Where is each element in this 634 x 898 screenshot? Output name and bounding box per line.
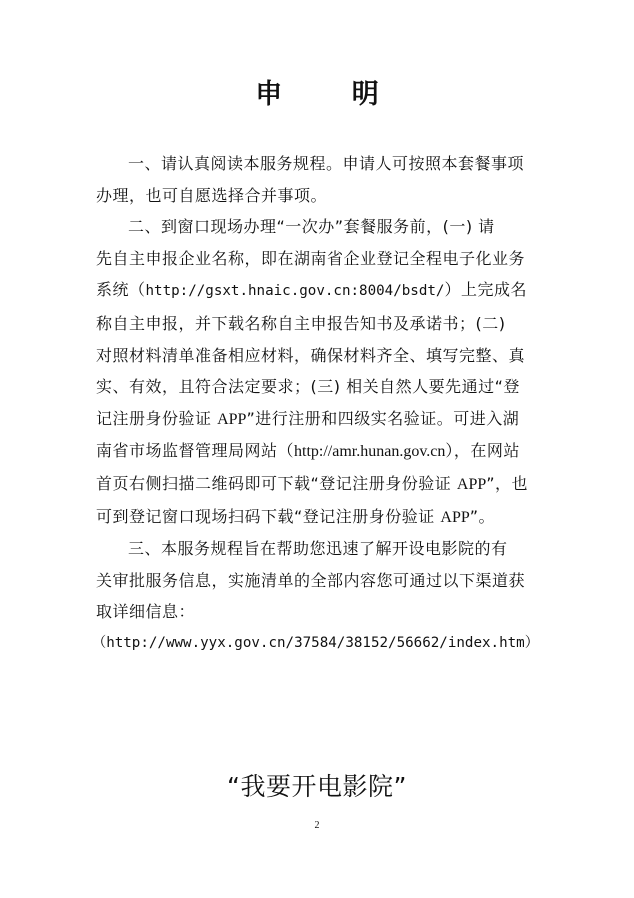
text-segment: 可到登记窗口现场扫码下载“登记注册身份验证 [96, 506, 441, 526]
system-url-link: http://gsxt.hnaic.gov.cn:8004/bsdt/ [145, 283, 445, 300]
paragraph-line: 办理，也可自愿选择合并事项。 [96, 185, 328, 205]
paragraph-line: 实、有效，且符合法定要求；(三) 相关自然人要先通过“登 [96, 377, 520, 397]
text-segment: 首页右侧扫描二维码即可下载“登记注册身份验证 [96, 473, 457, 493]
paragraph-1 [96, 148, 548, 211]
paragraph-line [96, 274, 548, 308]
paragraph-line: 对照材料清单准备相应材料，确保材料齐全、填写完整、真 [96, 345, 526, 365]
paragraph-line [96, 435, 548, 468]
text-segment: ”进行注册和四级实名验证。可进入湖 [246, 408, 520, 428]
paragraph-line: 取详细信息： [96, 602, 196, 622]
text-segment: ）上完成名 [444, 280, 527, 300]
paragraph-line: 三、本服务规程旨在帮助您迅速了解开设电影院的有 [128, 539, 508, 559]
app-label: APP [217, 410, 247, 428]
page-title: 申 明 [255, 79, 409, 110]
page-number: 2 [314, 820, 320, 831]
app-label: APP [440, 508, 470, 526]
paragraph-line: 一、请认真阅读本服务规程。申请人可按照本套餐事项 [128, 154, 525, 173]
paragraph-line [96, 468, 548, 501]
document-body [92, 148, 548, 660]
text-segment: ”，也 [486, 473, 529, 493]
app-label: APP [456, 475, 487, 493]
paragraph-line [96, 403, 548, 436]
paragraph-line [96, 501, 548, 534]
paragraph-line: 关审批服务信息，实施清单的全部内容您可通过以下渠道获 [96, 570, 526, 590]
text-segment: ），在网站 [445, 441, 520, 461]
paragraph-2 [96, 211, 548, 533]
paragraph-line: 二、到窗口现场办理“一次办”套餐服务前，(一) 请 [128, 217, 495, 237]
paragraph-3 [96, 533, 548, 628]
paragraph-line: 称自主申报，并下载名称自主申报告知书及承诺书；(二) [96, 313, 506, 333]
text-segment: 南省市场监督管理局网站（ [96, 441, 295, 461]
slogan: “我要开电影院” [227, 772, 407, 801]
implementation-list-url: （http://www.yyx.gov.cn/37584/38152/56662/index.htm） [92, 634, 539, 651]
text-segment: 记注册身份验证 [96, 408, 218, 428]
paragraph-line: 先自主申报企业名称，即在湖南省企业登记全程电子化业务 [96, 248, 526, 268]
text-segment: 系统（ [96, 280, 146, 300]
text-segment: ”。 [469, 506, 496, 526]
website-url-link: http://amr.hunan.gov.cn [294, 443, 446, 461]
